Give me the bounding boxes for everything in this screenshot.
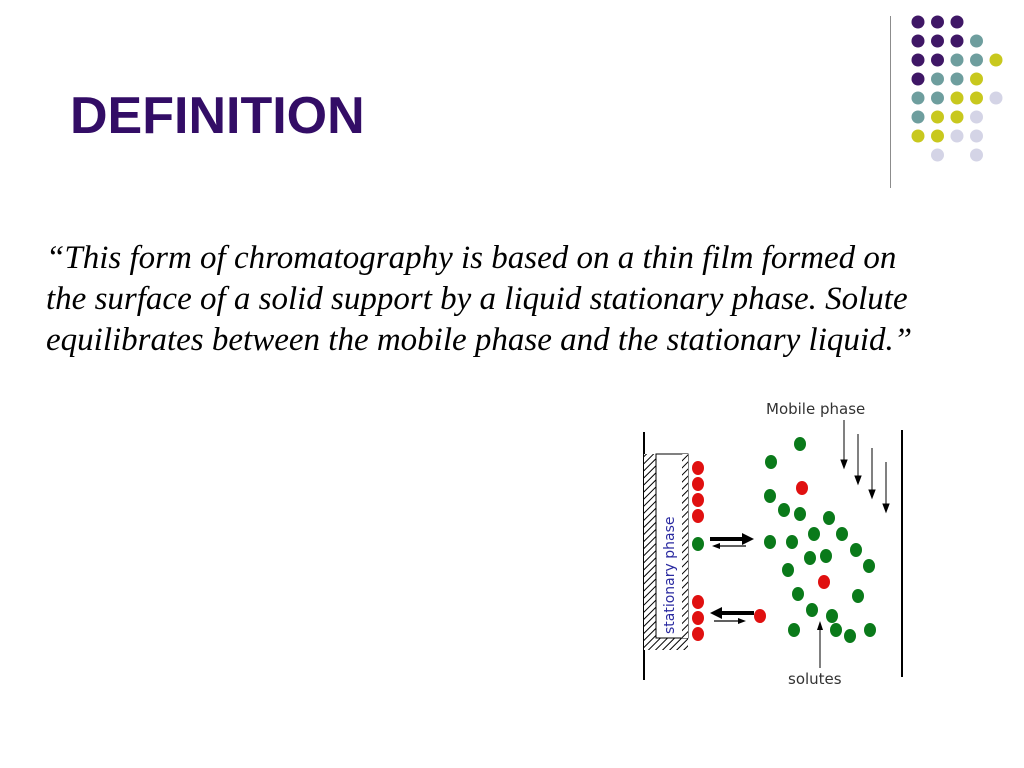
slide-title: DEFINITION	[70, 87, 365, 145]
mobile-phase-arrows	[841, 420, 889, 512]
decorative-dot	[931, 130, 944, 143]
decorative-dot	[912, 73, 925, 86]
decorative-dot	[970, 92, 983, 105]
solute-green	[786, 535, 798, 549]
solute-green	[836, 527, 848, 541]
solute-green	[788, 623, 800, 637]
solute-red	[692, 461, 704, 475]
decorative-dot	[970, 35, 983, 48]
decorative-dot	[912, 35, 925, 48]
solute-green	[692, 537, 704, 551]
decorative-dot	[931, 54, 944, 67]
exchange-arrows-lower	[710, 607, 754, 624]
decorative-dot	[970, 73, 983, 86]
decorative-dot	[931, 92, 944, 105]
solutes-label: solutes	[788, 670, 842, 688]
solute-green	[852, 589, 864, 603]
definition-text: “This form of chromatography is based on a thin film formed on the surface of a solid support by a liquid stationary phase. Solute equilibrates between the mobile phase and the stationary liquid.”	[46, 240, 913, 358]
decorative-dot	[990, 92, 1003, 105]
solute-red	[692, 477, 704, 491]
decorative-dot	[912, 54, 925, 67]
solute-green	[794, 507, 806, 521]
decorative-dot	[970, 130, 983, 143]
solute-red	[692, 509, 704, 523]
solute-green	[778, 503, 790, 517]
decorative-dot	[951, 54, 964, 67]
decorative-dot	[912, 92, 925, 105]
exchange-arrows-upper	[710, 533, 754, 549]
solute-green	[765, 455, 777, 469]
decorative-dot	[951, 92, 964, 105]
decorative-dot	[931, 149, 944, 162]
decorative-dot	[951, 111, 964, 124]
solute-red	[754, 609, 766, 623]
solute-green	[850, 543, 862, 557]
solute-green	[830, 623, 842, 637]
solute-green	[826, 609, 838, 623]
solute-red	[818, 575, 830, 589]
decorative-dot	[951, 130, 964, 143]
decorative-dot	[970, 111, 983, 124]
decorative-dot	[951, 35, 964, 48]
solute-green	[806, 603, 818, 617]
solute-green	[804, 551, 816, 565]
decorative-dot	[912, 111, 925, 124]
solute-green	[792, 587, 804, 601]
solute-green	[782, 563, 794, 577]
solute-green	[764, 489, 776, 503]
solute-red	[692, 595, 704, 609]
solute-green	[764, 535, 776, 549]
mobile-phase-label: Mobile phase	[766, 400, 866, 418]
decorative-dot	[912, 130, 925, 143]
decorative-dot	[951, 16, 964, 29]
decorative-dot	[990, 54, 1003, 67]
decorative-dot	[931, 16, 944, 29]
decorative-dot	[931, 73, 944, 86]
decorative-dot	[970, 149, 983, 162]
decorative-dot	[951, 73, 964, 86]
solute-green	[864, 623, 876, 637]
stationary-phase-label: stationary phase	[662, 516, 678, 634]
solute-red	[692, 493, 704, 507]
decorative-dot	[912, 16, 925, 29]
decorative-dot-grid	[0, 0, 1024, 200]
decorative-dot	[970, 54, 983, 67]
solute-green	[808, 527, 820, 541]
chromatography-diagram	[630, 392, 920, 692]
solute-red	[796, 481, 808, 495]
stationary-phase-hatch-right	[682, 454, 688, 638]
solute-green	[844, 629, 856, 643]
solute-green	[863, 559, 875, 573]
decorative-dot	[931, 35, 944, 48]
decorative-dot	[931, 111, 944, 124]
solute-green	[820, 549, 832, 563]
solute-green	[823, 511, 835, 525]
solute-red	[692, 627, 704, 641]
solute-red	[692, 611, 704, 625]
solute-green	[794, 437, 806, 451]
